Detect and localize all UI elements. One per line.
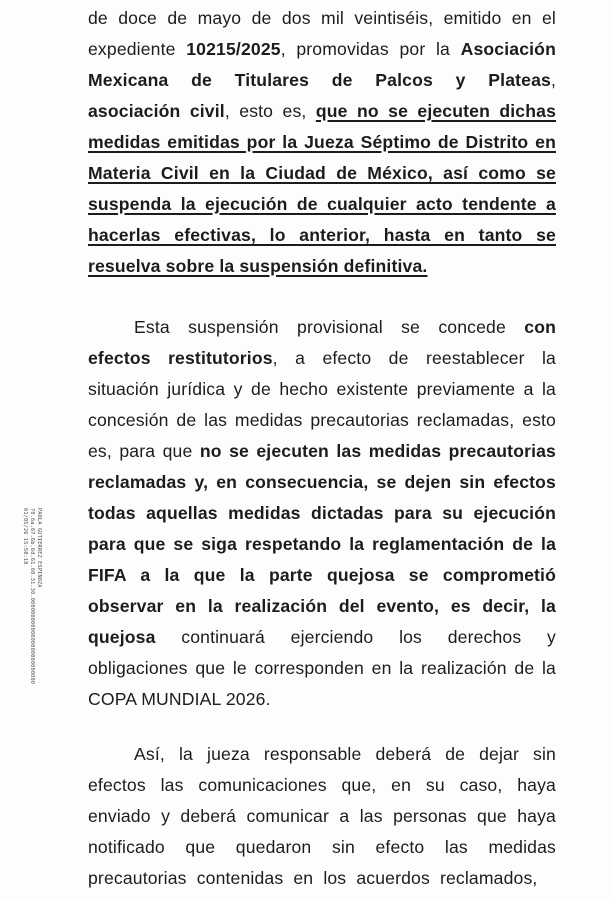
text-run: , promovidas por la xyxy=(280,39,461,59)
text-run: para que se siga respetando la reglamentación de la xyxy=(88,534,556,554)
text-line xyxy=(88,622,556,653)
text-run: efectos restitutorios xyxy=(88,348,273,368)
text-run: precautorias contenidas en los acuerdos reclamados, xyxy=(88,868,538,888)
text-line xyxy=(88,653,556,684)
text-run: concesión de las medidas precautorias reclamadas, esto xyxy=(88,410,556,430)
text-run: todas aquellas medidas dictadas para su ejecución xyxy=(88,503,556,523)
text-line xyxy=(88,312,556,343)
text-line xyxy=(88,34,556,65)
text-run: , esto es, xyxy=(224,101,316,121)
text-line xyxy=(88,498,556,529)
text-run: asociación civil xyxy=(88,101,225,121)
stamp-line: PAOLA GUTIERREZ ESPINOZA xyxy=(36,508,42,588)
text-line xyxy=(88,770,556,801)
text-run: Esta suspensión provisional se concede xyxy=(134,317,525,337)
text-line xyxy=(88,96,556,127)
text-line xyxy=(88,436,556,467)
text-run: observar en la realización del evento, es decir, la xyxy=(88,596,556,616)
text-run: Materia Civil en la Ciudad de México, así como se xyxy=(88,163,556,183)
text-run: no se ejecuten las medidas precautorias xyxy=(199,441,556,461)
text-line xyxy=(88,3,556,34)
text-run: es, para que xyxy=(88,441,200,461)
text-run: Mexicana de Titulares de Palcos y Plateas xyxy=(88,70,551,90)
text-line xyxy=(88,467,556,498)
text-line xyxy=(88,158,556,189)
text-line xyxy=(88,127,556,158)
text-run: Así, la jueza responsable deberá de dejar sin xyxy=(134,744,556,764)
text-run: , a efecto de reestablecer la xyxy=(272,348,556,368)
text-line xyxy=(88,251,556,282)
text-run: continuará ejerciendo los derechos y xyxy=(155,627,556,647)
text-line xyxy=(88,374,556,405)
text-line xyxy=(88,65,556,96)
text-run: FIFA a la que la parte quejosa se comprometió xyxy=(88,565,556,585)
text-run: COPA MUNDIAL 2026. xyxy=(88,689,271,709)
text-line xyxy=(88,405,556,436)
text-run: de doce de mayo de dos mil veintiséis, emitido en el xyxy=(88,8,556,28)
text-line xyxy=(88,343,556,374)
text-run: medidas emitidas por la Jueza Séptimo de Distrito en xyxy=(88,132,556,152)
text-run: que no se ejecuten dichas xyxy=(315,101,557,121)
text-line xyxy=(88,560,556,591)
text-run: resuelva sobre la suspensión definitiva. xyxy=(88,256,428,276)
text-run: expediente xyxy=(88,39,187,59)
stamp-line: 01/05/26 15:58:18 xyxy=(22,508,28,565)
text-run: quejosa xyxy=(88,627,156,647)
text-line xyxy=(88,591,556,622)
stamp-line: 70.6a.67.6b.6d.61.60.31.30.00000000000000000000000000 xyxy=(29,508,35,685)
text-run: notificado que quedaron sin efecto las medidas xyxy=(88,837,556,857)
text-run: suspenda la ejecución de cualquier acto tendente a xyxy=(88,194,556,214)
text-line xyxy=(88,863,556,894)
text-line xyxy=(88,189,556,220)
text-run: efectos las comunicaciones que, en su caso, haya xyxy=(88,775,556,795)
text-run: 10215/2025 xyxy=(186,39,281,59)
text-run: hacerlas efectivas, lo anterior, hasta en tanto se xyxy=(88,225,556,245)
text-run: Asociación xyxy=(460,39,556,59)
paragraph-suspension-order xyxy=(88,3,556,282)
text-line xyxy=(88,832,556,863)
text-run: situación jurídica y de hecho existente previamente a la xyxy=(88,379,556,399)
text-run: enviado y deberá comunicar a las personas que haya xyxy=(88,806,556,826)
text-line xyxy=(88,739,556,770)
paragraph-restitutory-effects xyxy=(88,312,556,715)
text-line xyxy=(88,529,556,560)
text-run: obligaciones que le corresponden en la realización de la xyxy=(88,658,556,678)
text-run: reclamadas y, en consecuencia, se dejen sin efectos xyxy=(88,472,556,492)
text-line xyxy=(88,684,556,715)
text-run: , xyxy=(550,70,556,90)
text-line xyxy=(88,801,556,832)
text-line xyxy=(88,220,556,251)
paragraph-responsible-judge xyxy=(88,739,556,894)
electronic-signature-stamp xyxy=(16,508,46,685)
text-run: con xyxy=(524,317,556,337)
